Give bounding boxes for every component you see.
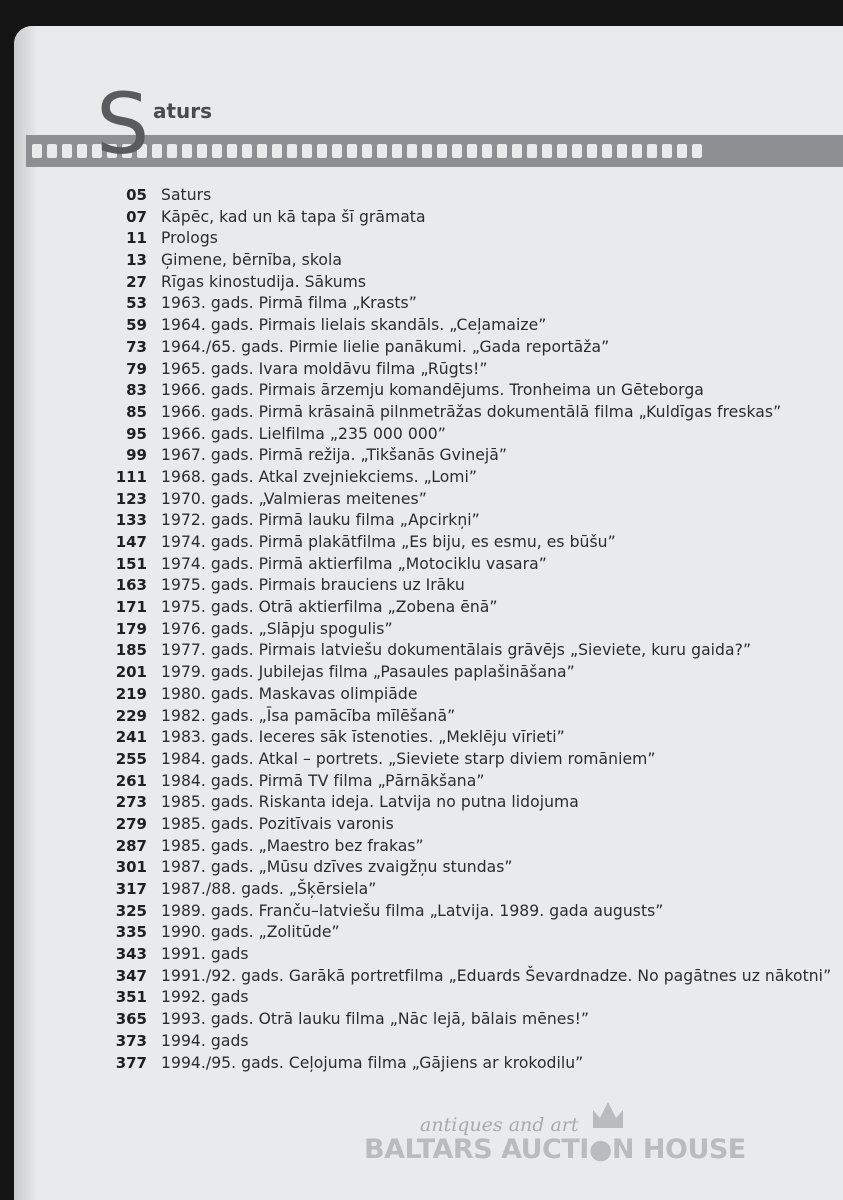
toc-entry-title: 1994./95. gads. Ceļojuma filma „Gājiens ar krokodilu” — [161, 1053, 584, 1072]
toc-row — [96, 1054, 836, 1076]
film-hole — [152, 144, 162, 158]
toc-page-number: 99 — [126, 446, 147, 465]
toc-page-number: 73 — [126, 337, 147, 356]
film-hole — [407, 144, 417, 158]
film-hole — [542, 144, 552, 158]
film-hole — [557, 144, 567, 158]
toc-page-number: 123 — [115, 489, 147, 508]
toc-entry-title: 1965. gads. Ivara moldāvu filma „Rūgts!” — [161, 359, 488, 378]
toc-row — [96, 707, 836, 729]
toc-row — [96, 251, 836, 273]
toc-row — [96, 728, 836, 750]
film-hole — [257, 144, 267, 158]
toc-row — [96, 316, 836, 338]
toc-row — [96, 663, 836, 685]
toc-entry-title: 1966. gads. Pirmais ārzemju komandējums. Tronheima un Gēteborga — [161, 381, 704, 400]
toc-page-number: 241 — [115, 728, 147, 747]
toc-page-number: 335 — [115, 923, 147, 942]
toc-row — [96, 533, 836, 555]
toc-row — [96, 1010, 836, 1032]
toc-page-number: 95 — [126, 424, 147, 443]
film-hole — [602, 144, 612, 158]
film-hole — [272, 144, 282, 158]
toc-page-number: 133 — [115, 511, 147, 530]
film-hole — [527, 144, 537, 158]
toc-entry-title: 1967. gads. Pirmā režija. „Tikšanās Gvinejā” — [161, 446, 508, 465]
toc-page-number: 377 — [115, 1053, 147, 1072]
film-hole — [377, 144, 387, 158]
toc-entry-title: 1990. gads. „Zolitūde” — [161, 923, 340, 942]
toc-page-number: 179 — [115, 619, 147, 638]
toc-row — [96, 468, 836, 490]
toc-entry-title: 1977. gads. Pirmais latviešu dokumentālais grāvējs „Sieviete, kuru gaida?” — [161, 641, 752, 660]
film-hole — [287, 144, 297, 158]
toc-page-number: 325 — [115, 901, 147, 920]
toc-page-number: 53 — [126, 294, 147, 313]
film-hole — [227, 144, 237, 158]
toc-entry-title: 1985. gads. „Maestro bez frakas” — [161, 836, 424, 855]
toc-row — [96, 490, 836, 512]
toc-entry-title: 1963. gads. Pirmā filma „Krasts” — [161, 294, 417, 313]
toc-page-number: 317 — [115, 880, 147, 898]
film-hole — [62, 144, 72, 158]
toc-page-number: 351 — [115, 988, 147, 1007]
toc-page-number: 07 — [126, 207, 147, 226]
toc-entry-title: 1980. gads. Maskavas olimpiāde — [161, 684, 418, 703]
film-hole — [632, 144, 642, 158]
toc-page-number: 83 — [126, 381, 147, 400]
film-hole — [362, 144, 372, 158]
film-hole — [587, 144, 597, 158]
film-hole — [302, 144, 312, 158]
toc-entry-title: 1983. gads. Ieceres sāk īstenoties. „Meklēju vīrieti” — [161, 728, 565, 747]
toc-row — [96, 685, 836, 707]
toc-entry-title: 1991./92. gads. Garākā portretfilma „Eduards Ševardnadze. No pagātnes uz nākotni” — [161, 966, 832, 985]
toc-row — [96, 446, 836, 468]
toc-page-number: 59 — [126, 316, 147, 335]
toc-page-number: 219 — [115, 684, 147, 703]
toc-row — [96, 923, 836, 945]
watermark — [362, 1100, 762, 1170]
toc-entry-title: Saturs — [161, 186, 212, 204]
film-hole — [422, 144, 432, 158]
toc-entry-title: 1975. gads. Pirmais brauciens uz Irāku — [161, 576, 465, 595]
toc-entry-title: 1987./88. gads. „Šķērsiela” — [161, 880, 377, 898]
toc-row — [96, 273, 836, 295]
toc-row — [96, 641, 836, 663]
toc-page-number: 365 — [115, 1010, 147, 1029]
film-hole — [167, 144, 177, 158]
toc-row — [96, 381, 836, 403]
film-hole — [212, 144, 222, 158]
toc-row — [96, 750, 836, 772]
toc-entry-title: 1979. gads. Jubilejas filma „Pasaules paplašināšana” — [161, 663, 575, 682]
toc-page-number: 11 — [126, 229, 147, 248]
toc-row — [96, 837, 836, 859]
toc-row — [96, 360, 836, 382]
film-hole — [482, 144, 492, 158]
film-hole — [677, 144, 687, 158]
toc-entry-title: 1964./65. gads. Pirmie lielie panākumi. „Gada reportāža” — [161, 337, 610, 356]
film-hole — [497, 144, 507, 158]
watermark-tagline: antiques and art — [420, 1114, 579, 1136]
film-hole — [317, 144, 327, 158]
toc-page-number: 05 — [126, 186, 147, 204]
film-hole — [437, 144, 447, 158]
toc-page-number: 347 — [115, 966, 147, 985]
toc-row — [96, 815, 836, 837]
toc-entry-title: 1984. gads. Pirmā TV filma „Pārnākšana” — [161, 771, 485, 790]
toc-row — [96, 598, 836, 620]
toc-page-number: 229 — [115, 706, 147, 725]
toc-page-number: 171 — [115, 598, 147, 617]
toc-page-number: 85 — [126, 402, 147, 421]
toc-row — [96, 186, 836, 208]
toc-entry-title: 1991. gads — [161, 945, 249, 964]
toc-entry-title: 1994. gads — [161, 1031, 249, 1050]
toc-row — [96, 425, 836, 447]
toc-page-number: 79 — [126, 359, 147, 378]
film-hole — [617, 144, 627, 158]
toc-entry-title: Ģimene, bērnība, skola — [161, 251, 342, 270]
toc-row — [96, 208, 836, 230]
film-hole — [467, 144, 477, 158]
toc-entry-title: 1982. gads. „Īsa pamācība mīlēšanā” — [161, 706, 456, 725]
toc-entry-title: 1993. gads. Otrā lauku filma „Nāc lejā, bālais mēnes!” — [161, 1010, 590, 1029]
toc-entry-title: 1974. gads. Pirmā aktierfilma „Motociklu vasara” — [161, 554, 547, 573]
toc-page-number: 163 — [115, 576, 147, 595]
toc-entry-title: 1989. gads. Franču–latviešu filma „Latvija. 1989. gada augusts” — [161, 901, 664, 920]
toc-row — [96, 294, 836, 316]
toc-row — [96, 793, 836, 815]
toc-page-number: 111 — [115, 467, 147, 486]
toc-entry-title: 1964. gads. Pirmais lielais skandāls. „Ceļamaize” — [161, 316, 547, 335]
toc-row — [96, 945, 836, 967]
toc-row — [96, 1032, 836, 1054]
heading-initial: S — [96, 75, 150, 173]
toc-page-number: 27 — [126, 272, 147, 291]
toc-row — [96, 229, 836, 251]
film-hole — [77, 144, 87, 158]
film-hole — [347, 144, 357, 158]
toc-entry-title: 1974. gads. Pirmā plakātfilma „Es biju, es esmu, es būšu” — [161, 533, 616, 551]
toc-entry-title: Kāpēc, kad un kā tapa šī grāmata — [161, 207, 426, 226]
toc-page-number: 151 — [115, 554, 147, 573]
toc-entry-title: 1976. gads. „Slāpju spogulis” — [161, 619, 393, 638]
toc-entry-title: 1972. gads. Pirmā lauku filma „Apcirkņi” — [161, 511, 480, 530]
table-of-contents — [96, 186, 836, 1075]
toc-row — [96, 403, 836, 425]
film-hole — [182, 144, 192, 158]
toc-page-number: 147 — [115, 533, 147, 551]
page-title: aturs — [153, 99, 213, 123]
toc-entry-title: 1985. gads. Riskanta ideja. Latvija no putna lidojuma — [161, 793, 579, 812]
film-hole — [332, 144, 342, 158]
toc-row — [96, 338, 836, 360]
toc-row — [96, 555, 836, 577]
film-hole — [512, 144, 522, 158]
toc-row — [96, 988, 836, 1010]
toc-page-number: 13 — [126, 251, 147, 270]
film-hole — [647, 144, 657, 158]
toc-page-number: 255 — [115, 749, 147, 768]
watermark-brand: BALTARS AUCTI●N HOUSE — [364, 1134, 746, 1165]
film-hole — [242, 144, 252, 158]
toc-page-number: 261 — [115, 771, 147, 790]
toc-page-number: 343 — [115, 945, 147, 964]
toc-entry-title: 1984. gads. Atkal – portrets. „Sieviete starp diviem romāniem” — [161, 749, 656, 768]
toc-page-number: 201 — [115, 663, 147, 682]
toc-entry-title: 1992. gads — [161, 988, 249, 1007]
toc-row — [96, 620, 836, 642]
film-hole — [32, 144, 42, 158]
toc-entry-title: 1966. gads. Pirmā krāsainā pilnmetrāžas dokumentālā filma „Kuldīgas freskas” — [161, 402, 782, 421]
crown-icon — [590, 1100, 626, 1130]
toc-entry-title: 1966. gads. Lielfilma „235 000 000” — [161, 424, 446, 443]
toc-entry-title: 1987. gads. „Mūsu dzīves zvaigžņu stundas” — [161, 858, 513, 877]
film-hole — [572, 144, 582, 158]
toc-entry-title: 1985. gads. Pozitīvais varonis — [161, 814, 394, 833]
toc-row — [96, 902, 836, 924]
film-hole — [47, 144, 57, 158]
page-curl-shadow — [14, 26, 38, 1200]
toc-page-number: 373 — [115, 1031, 147, 1050]
toc-page-number: 273 — [115, 793, 147, 812]
toc-page-number: 185 — [115, 641, 147, 660]
toc-entry-title: Prologs — [161, 229, 218, 248]
toc-row — [96, 772, 836, 794]
toc-page-number: 287 — [115, 836, 147, 855]
toc-entry-title: 1970. gads. „Valmieras meitenes” — [161, 489, 427, 508]
toc-row — [96, 880, 836, 902]
film-hole — [692, 144, 702, 158]
toc-row — [96, 858, 836, 880]
toc-row — [96, 511, 836, 533]
film-hole — [197, 144, 207, 158]
film-hole — [662, 144, 672, 158]
toc-row — [96, 576, 836, 598]
toc-entry-title: 1975. gads. Otrā aktierfilma „Zobena ēnā” — [161, 598, 498, 617]
toc-row — [96, 967, 836, 989]
toc-page-number: 301 — [115, 858, 147, 877]
toc-entry-title: 1968. gads. Atkal zvejniekciems. „Lomi” — [161, 467, 478, 486]
film-hole — [392, 144, 402, 158]
film-hole — [452, 144, 462, 158]
toc-entry-title: Rīgas kinostudija. Sākums — [161, 272, 367, 291]
film-strip-holes — [32, 144, 843, 158]
toc-page-number: 279 — [115, 814, 147, 833]
